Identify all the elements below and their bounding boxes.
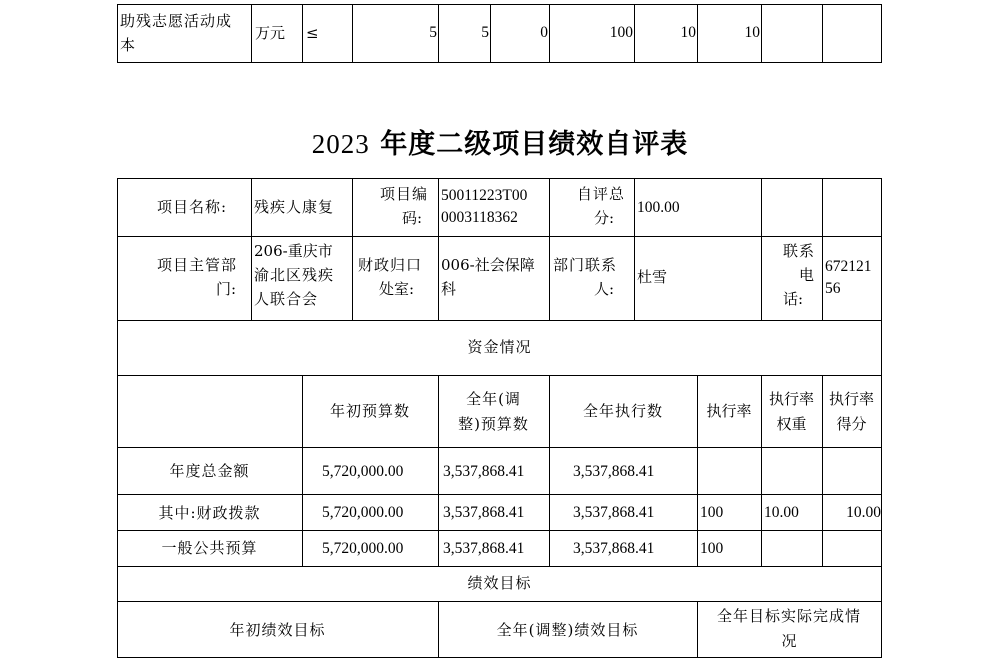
- funds-executed: 3,537,868.41: [573, 504, 655, 521]
- phone-label: 联系: [783, 242, 816, 260]
- phone-value: 672121: [825, 258, 872, 275]
- phone-label: 话:: [783, 290, 804, 308]
- project-name-label: 项目名称:: [157, 198, 228, 216]
- header-rate-weight: 权重: [776, 415, 807, 433]
- title-year: 2023: [311, 129, 370, 159]
- header-adjusted-budget: 整)预算数: [458, 415, 529, 433]
- project-code-value: 0003118362: [441, 209, 518, 226]
- dept-value: 渝北区残疾: [254, 266, 335, 284]
- header-rate-weight: 执行率: [768, 390, 814, 408]
- finance-office-label: 财政归口: [358, 256, 423, 274]
- funds-initial: 5,720,000.00: [322, 463, 404, 480]
- funds-row-label: 一般公共预算: [161, 539, 258, 557]
- self-score-label: 分:: [594, 209, 615, 227]
- indicator-value: 10: [744, 24, 760, 41]
- header-adjusted-budget: 全年(调: [466, 390, 521, 408]
- funds-section-title: 资金情况: [467, 338, 532, 356]
- self-score-label: 自评总: [577, 185, 626, 203]
- title-text: 年度二级项目绩效自评表: [380, 129, 689, 160]
- funds-row-label: 年度总金额: [169, 462, 250, 480]
- header-rate-score: 得分: [836, 415, 867, 433]
- page-title: [0, 124, 1000, 165]
- indicator-value: 10: [680, 24, 696, 41]
- indicator-name-line2: 本: [120, 36, 136, 54]
- project-code-label: 项目编: [380, 185, 429, 203]
- project-code-value: 50011223T00: [441, 187, 528, 204]
- funds-exec-rate: 100: [700, 504, 724, 521]
- funds-row-label: 其中:财政拨款: [158, 504, 261, 522]
- funds-adjusted: 3,537,868.41: [443, 540, 525, 557]
- indicator-value: 5: [429, 24, 437, 41]
- indicator-value: 100: [609, 24, 633, 41]
- indicator-value: 5: [481, 24, 489, 41]
- funds-initial: 5,720,000.00: [322, 540, 404, 557]
- contact-value: 杜雪: [637, 268, 668, 286]
- goal-actual-header: 全年目标实际完成情: [716, 607, 861, 625]
- goal-initial-header: 年初绩效目标: [229, 621, 326, 639]
- phone-value: 56: [825, 280, 841, 297]
- funds-executed: 3,537,868.41: [573, 540, 655, 557]
- dept-value: 206-重庆市: [254, 242, 333, 260]
- dept-label: 项目主管部: [157, 256, 238, 274]
- finance-office-value: 科: [441, 280, 457, 298]
- funds-executed: 3,537,868.41: [573, 463, 655, 480]
- funds-adjusted: 3,537,868.41: [443, 504, 525, 521]
- funds-rate-score: 10.00: [846, 504, 881, 521]
- header-exec-rate: 执行率: [706, 402, 752, 420]
- dept-value: 人联合会: [254, 290, 319, 308]
- goals-section-title: 绩效目标: [467, 574, 532, 592]
- funds-rate-weight: 10.00: [764, 504, 799, 521]
- indicator-operator: ≤: [306, 24, 319, 42]
- finance-office-label: 处室:: [379, 280, 415, 298]
- finance-office-value: 006-社会保障: [441, 256, 535, 274]
- project-code-label: 码:: [402, 209, 423, 227]
- phone-label: 电: [799, 266, 815, 284]
- project-name-value: 残疾人康复: [254, 198, 335, 216]
- funds-initial: 5,720,000.00: [322, 504, 404, 521]
- dept-label: 门:: [216, 280, 237, 298]
- funds-adjusted: 3,537,868.41: [443, 463, 525, 480]
- funds-exec-rate: 100: [700, 540, 724, 557]
- contact-label: 人:: [594, 280, 615, 298]
- header-rate-score: 执行率: [828, 390, 874, 408]
- indicator-name-line1: 助残志愿活动成: [120, 12, 233, 30]
- goal-adjusted-header: 全年(调整)绩效目标: [496, 621, 639, 639]
- goal-actual-header: 况: [781, 632, 797, 650]
- indicator-unit: 万元: [255, 24, 286, 42]
- header-initial-budget: 年初预算数: [329, 402, 410, 420]
- contact-label: 部门联系: [553, 256, 618, 274]
- indicator-value: 0: [540, 24, 548, 41]
- header-executed: 全年执行数: [582, 402, 663, 420]
- self-score-value: 100.00: [637, 199, 680, 216]
